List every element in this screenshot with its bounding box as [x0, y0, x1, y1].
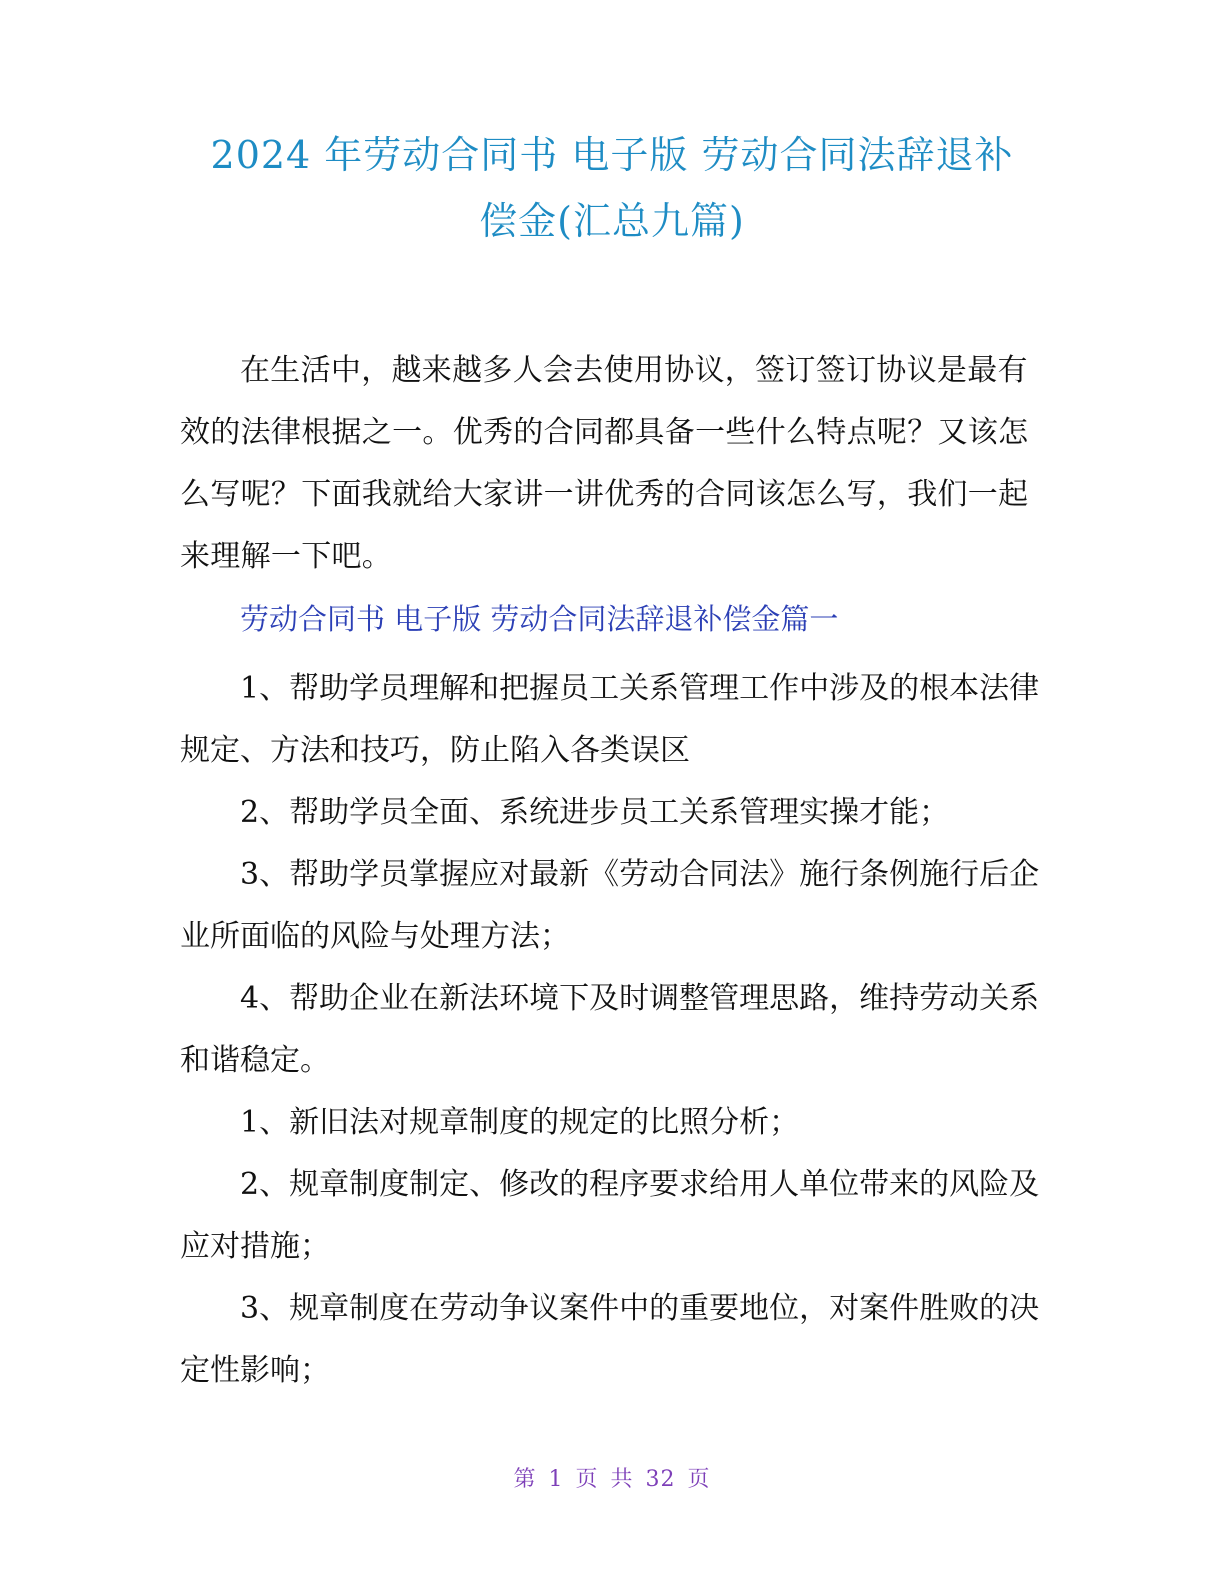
title-line-2: 偿金(汇总九篇)	[479, 199, 745, 243]
document-title	[150, 122, 1074, 254]
section-heading: 劳动合同书 电子版 劳动合同法辞退补偿金篇一	[240, 602, 839, 636]
footer-total-pages: 32	[645, 1467, 676, 1492]
page-footer	[0, 1462, 1224, 1493]
footer-label-page: 页	[575, 1467, 599, 1492]
list-item: 2、帮助学员全面、系统进步员工关系管理实操才能；	[240, 795, 950, 830]
list-item: 2、规章制度制定、修改的程序要求给用人单位带来的风险及应对措施；	[180, 1167, 1040, 1264]
title-line-1: 2024 年劳动合同书 电子版 劳动合同法辞退补	[210, 133, 1014, 177]
list-item: 3、规章制度在劳动争议案件中的重要地位，对案件胜败的决定性影响；	[180, 1291, 1040, 1388]
list-item: 4、帮助企业在新法环境下及时调整管理思路，维持劳动关系和谐稳定。	[180, 981, 1040, 1078]
footer-label-suffix: 页	[687, 1467, 711, 1492]
list-item: 3、帮助学员掌握应对最新《劳动合同法》施行条例施行后企业所面临的风险与处理方法；	[180, 857, 1040, 954]
footer-current-page: 1	[548, 1467, 564, 1492]
list-item: 1、新旧法对规章制度的规定的比照分析；	[240, 1105, 800, 1140]
intro-paragraph: 在生活中，越来越多人会去使用协议，签订签订协议是最有效的法律根据之一。优秀的合同都具备一些什么特点呢？又该怎么写呢？下面我就给大家讲一讲优秀的合同该怎么写，我们一起来理解一下吧。	[180, 353, 1029, 574]
footer-label-prefix: 第	[513, 1467, 537, 1492]
list-item: 1、帮助学员理解和把握员工关系管理工作中涉及的根本法律规定、方法和技巧，防止陷入各类误区	[180, 671, 1040, 768]
footer-label-total: 共	[610, 1467, 634, 1492]
document-body	[180, 340, 1040, 1402]
